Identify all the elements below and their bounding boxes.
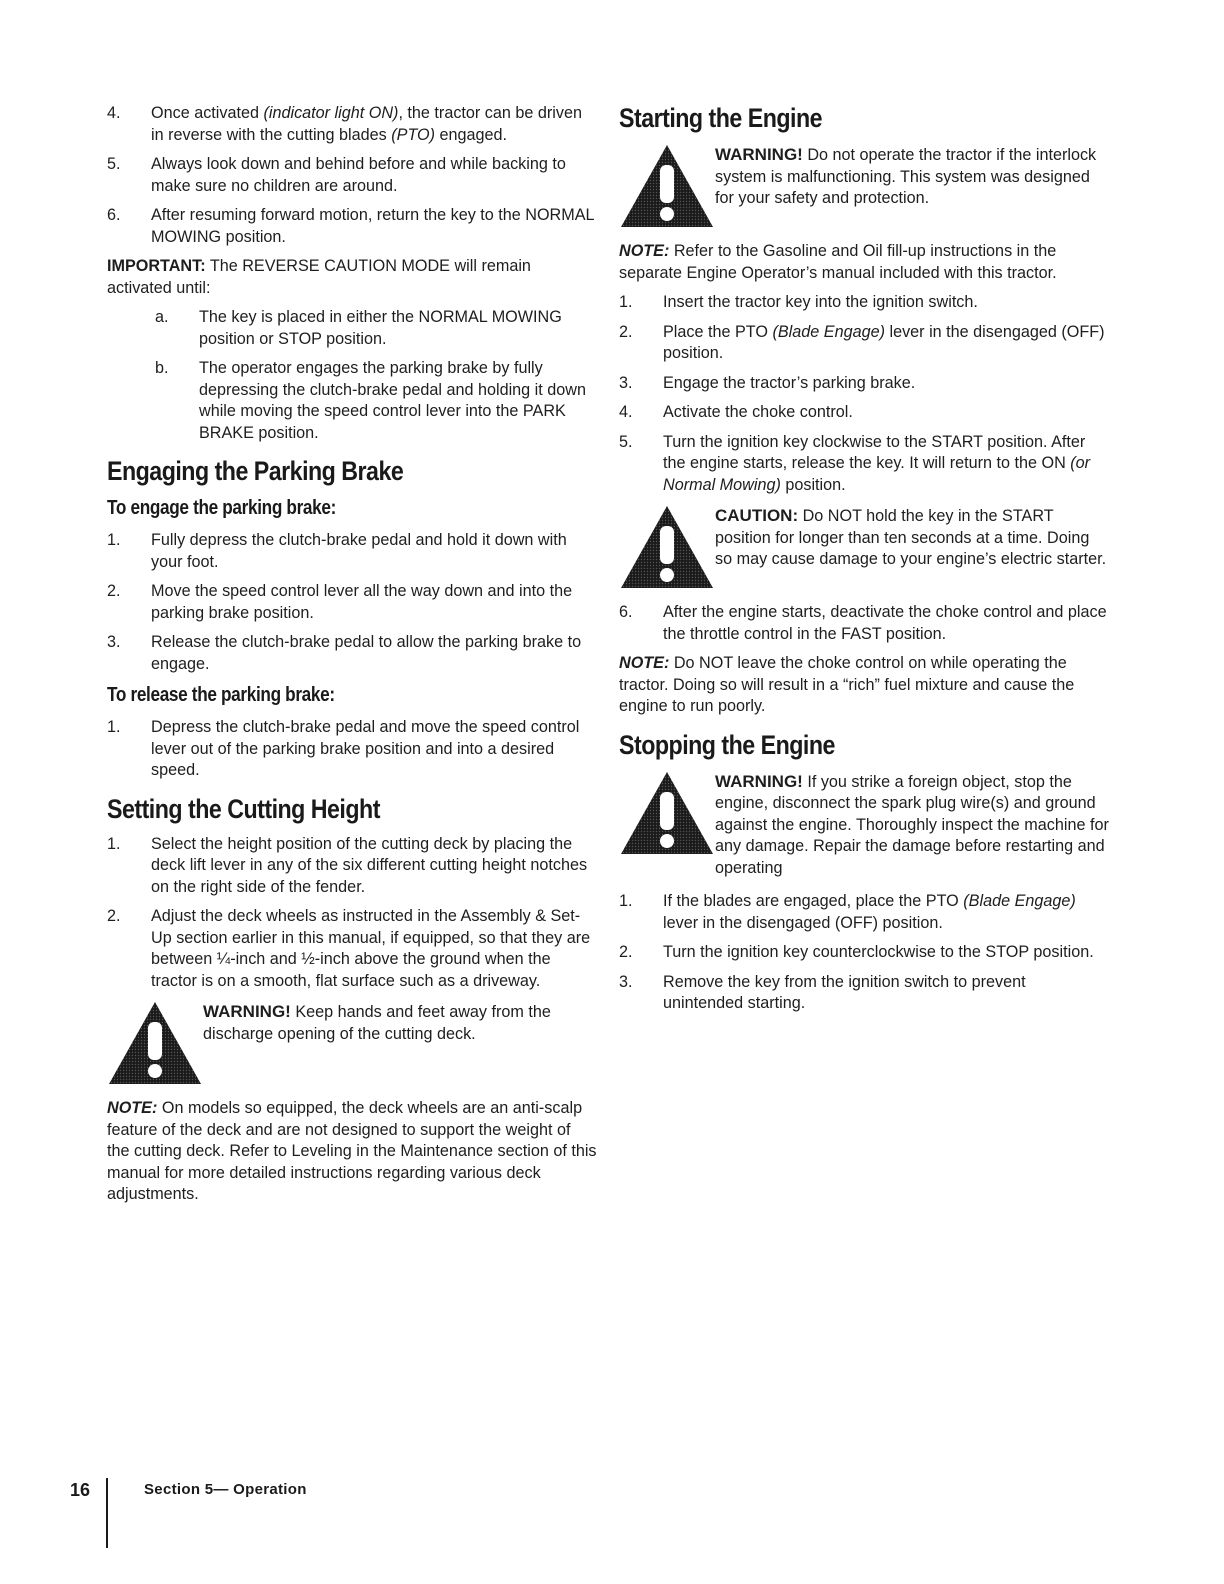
left-column	[107, 103, 597, 1214]
list-item: 2. Place the PTO (Blade Engage) lever in the disengaged (OFF) position.	[619, 322, 1105, 362]
list-item: 1. Fully depress the clutch-brake pedal and hold it down with your foot.	[107, 531, 567, 571]
list-item: 5. Turn the ignition key clockwise to the START position. After the engine starts, release the key. It will return to the ON (or Normal Mowing) position.	[619, 432, 1091, 494]
section-label: Section 5— Operation	[144, 1481, 307, 1498]
section-heading: Stopping the Engine	[619, 729, 835, 760]
list-item: 5. Always look down and behind before and while backing to make sure no children are around.	[107, 155, 566, 195]
note-paragraph: NOTE: Do NOT leave the choke control on while operating the tractor. Doing so will result in a “rich” fuel mixture and cause the engine to run poorly.	[619, 654, 1075, 715]
caution-box: CAUTION: Do NOT hold the key in the START position for longer than ten seconds at a time. Doing so may cause damage to your engine’s electric starter.	[619, 504, 1109, 590]
warning-triangle-icon	[619, 143, 715, 229]
page-number: 16	[70, 1480, 91, 1500]
list-item: 3. Engage the tractor’s parking brake.	[619, 373, 916, 392]
subheading: To release the parking brake:	[107, 684, 335, 706]
list-item: 1. If the blades are engaged, place the PTO (Blade Engage) lever in the disengaged (OFF) position.	[619, 892, 1076, 932]
warning-box: WARNING! If you strike a foreign object, stop the engine, disconnect the spark plug wire(s) and ground against the engine. Thoroughly inspect the machine for any damage. Repair the damage before restarting and operating	[619, 770, 1109, 880]
list-item: 1. Select the height position of the cutting deck by placing the deck lift lever in any of the six different cutting height notches on the right side of the fender.	[107, 834, 588, 896]
list-item: 1. Insert the tractor key into the ignition switch.	[619, 293, 978, 311]
section-heading: Setting the Cutting Height	[107, 793, 380, 824]
list-item: 2. Move the speed control lever all the way down and into the parking brake position.	[107, 582, 573, 622]
list-item: 4. Once activated (indicator light ON), the tractor can be driven in reverse with the cutting blades (PTO) engaged.	[107, 104, 582, 144]
list-item: 6. After resuming forward motion, return the key to the NORMAL MOWING position.	[107, 206, 594, 246]
warning-triangle-icon	[107, 1000, 203, 1086]
right-column	[619, 103, 1109, 1023]
warning-triangle-icon	[619, 770, 715, 856]
section-heading: Starting the Engine	[619, 103, 823, 133]
warning-box: WARNING! Do not operate the tractor if the interlock system is malfunctioning. This system was designed for your safety and protection.	[619, 143, 1109, 229]
list-item: 4. Activate the choke control.	[619, 403, 853, 421]
section-heading: Engaging the Parking Brake	[107, 456, 404, 486]
list-item: b. The operator engages the parking brake by fully depressing the clutch-brake pedal and holding it down while moving the speed control lever into the PARK BRAKE position.	[155, 359, 586, 442]
note-paragraph: NOTE: On models so equipped, the deck wheels are an anti-scalp feature of the deck and are not designed to support the weight of the cutting deck. Refer to Leveling in the Maintenance section of this manual for more detailed instructions regarding various deck adjustments.	[107, 1099, 597, 1203]
important-paragraph: IMPORTANT: The REVERSE CAUTION MODE will remain activated until:	[107, 257, 531, 297]
subheading: To engage the parking brake:	[107, 497, 336, 519]
list-item: 3. Remove the key from the ignition switch to prevent unintended starting.	[619, 972, 1026, 1012]
list-item: 2. Turn the ignition key counterclockwise to the STOP position.	[619, 943, 1094, 961]
footer-divider	[106, 1478, 108, 1548]
list-item: 3. Release the clutch-brake pedal to allow the parking brake to engage.	[107, 633, 582, 673]
list-item: 1. Depress the clutch-brake pedal and move the speed control lever out of the parking brake position and into a desired speed.	[107, 718, 580, 779]
important-sublist	[107, 307, 597, 444]
list-item: 6. After the engine starts, deactivate the choke control and place the throttle control in the FAST position.	[619, 603, 1107, 643]
note-paragraph: NOTE: Refer to the Gasoline and Oil fill-up instructions in the separate Engine Operator’s manual included with this tractor.	[619, 242, 1057, 282]
list-item: a. The key is placed in either the NORMAL MOWING position or STOP position.	[155, 308, 562, 348]
warning-box: WARNING! Keep hands and feet away from the discharge opening of the cutting deck.	[107, 1000, 597, 1086]
list-item: 2. Adjust the deck wheels as instructed in the Assembly & Set-Up section earlier in this manual, if equipped, so that they are between ¼-inch and ½-inch above the ground when the tractor is on a smooth, flat surface such as a driveway.	[107, 907, 591, 990]
warning-triangle-icon	[619, 504, 715, 590]
